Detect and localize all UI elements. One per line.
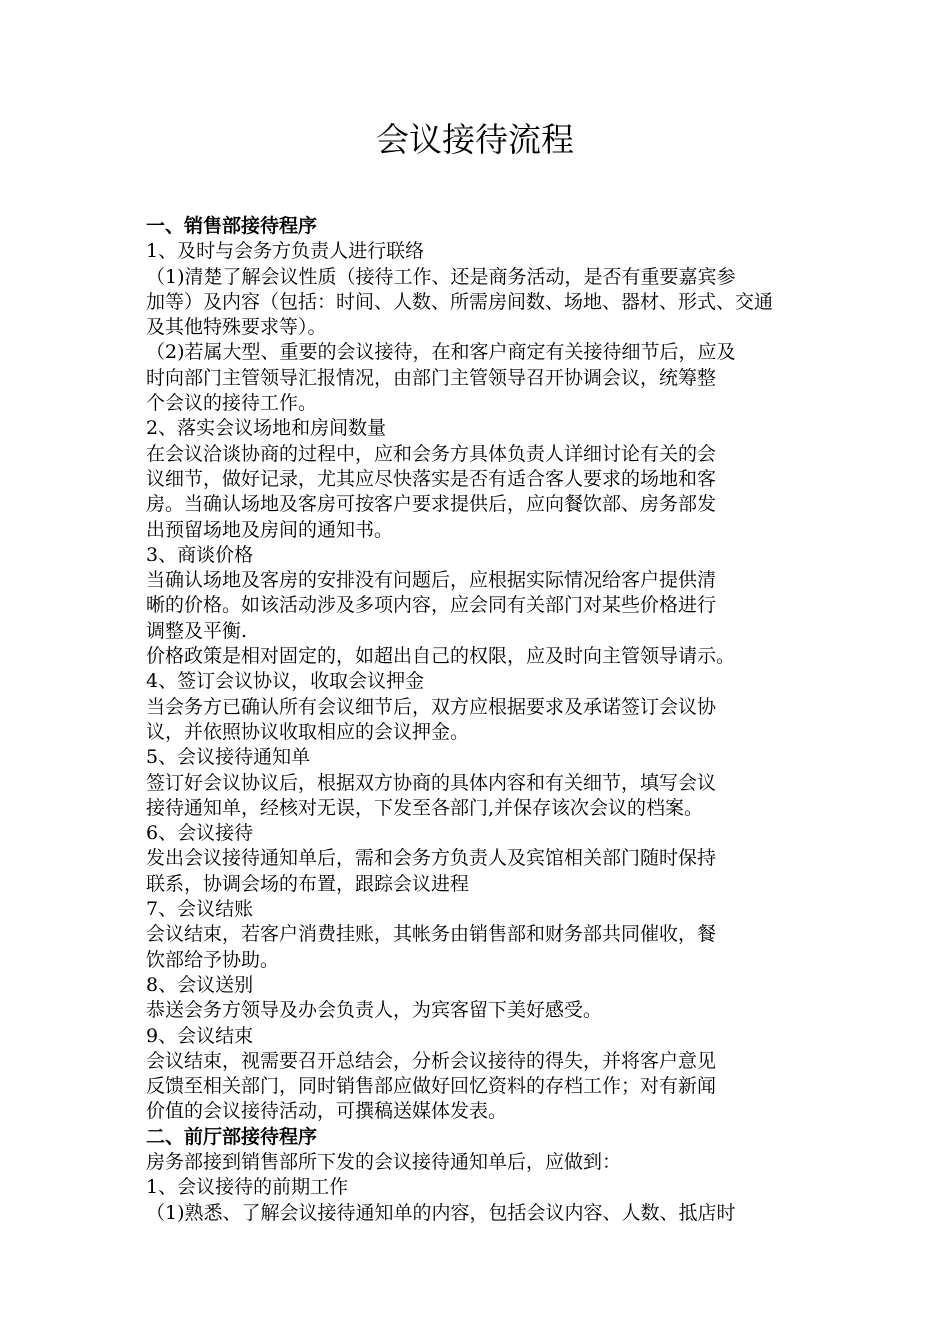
body-text-line: 恭送会务方领导及办会负责人，为宾客留下美好感受。 bbox=[146, 999, 603, 1022]
body-text-line: 1、及时与会务方负责人进行联络 bbox=[146, 240, 425, 263]
body-text-line: 晰的价格。如该活动涉及多项内容，应会同有关部门对某些价格进行 bbox=[146, 594, 717, 617]
body-text-line: 8、会议送别 bbox=[146, 973, 254, 996]
document-body bbox=[146, 214, 822, 1226]
body-text-line: 联系，协调会场的布置，跟踪会议进程 bbox=[146, 872, 470, 895]
body-text-line: （1)清楚了解会议性质（接待工作、还是商务活动，是否有重要嘉宾参 bbox=[146, 265, 736, 288]
body-text-line: 房务部接到销售部所下发的会议接待通知单后，应做到： bbox=[146, 1150, 622, 1173]
body-text-line: 调整及平衡. bbox=[146, 619, 248, 642]
body-text-line: 议细节，做好记录，尤其应尽快落实是否有适合客人要求的场地和客 bbox=[146, 467, 717, 490]
body-text-line: 反馈至相关部门，同时销售部应做好回忆资料的存档工作；对有新闻 bbox=[146, 1075, 717, 1098]
body-text-line: 发出会议接待通知单后，需和会务方负责人及宾馆相关部门随时保持 bbox=[146, 847, 717, 870]
section-heading: 一、销售部接待程序 bbox=[146, 215, 318, 237]
body-text-line: 及其他特殊要求等）。 bbox=[146, 316, 327, 339]
body-text-line: 9、会议结束 bbox=[146, 1024, 254, 1047]
body-text-line: 价格政策是相对固定的，如超出自己的权限，应及时向主管领导请示。 bbox=[146, 645, 736, 668]
body-text-line: 会议结束，视需要召开总结会，分析会议接待的得失，并将客户意见 bbox=[146, 1049, 717, 1072]
body-text-line: 1、会议接待的前期工作 bbox=[146, 1176, 349, 1199]
document-title: 会议接待流程 bbox=[376, 120, 574, 159]
body-text-line: 4、签订会议协议，收取会议押金 bbox=[146, 670, 425, 693]
body-text-line: 议，并依照协议收取相应的会议押金。 bbox=[146, 720, 470, 743]
body-text-line: 饮部给予协助。 bbox=[146, 948, 280, 971]
body-text-line: 3、商谈价格 bbox=[146, 543, 254, 566]
body-text-line: （1)熟悉、了解会议接待通知单的内容，包括会议内容、人数、抵店时 bbox=[146, 1201, 736, 1224]
body-text-line: 出预留场地及房间的通知书。 bbox=[146, 518, 394, 541]
body-text-line: 房。当确认场地及客房可按客户要求提供后，应向餐饮部、房务部发 bbox=[146, 493, 717, 516]
body-text-line: 2、落实会议场地和房间数量 bbox=[146, 417, 387, 440]
body-text-line: 价值的会议接待活动，可撰稿送媒体发表。 bbox=[146, 1100, 508, 1123]
body-text-line: 在会议洽谈协商的过程中，应和会务方具体负责人详细讨论有关的会 bbox=[146, 442, 717, 465]
body-text-line: （2)若属大型、重要的会议接待，在和客户商定有关接待细节后，应及 bbox=[146, 341, 736, 364]
body-text-line: 7、会议结账 bbox=[146, 898, 254, 921]
body-text-line: 5、会议接待通知单 bbox=[146, 746, 311, 769]
body-text-line: 加等）及内容（包括：时间、人数、所需房间数、场地、器材、形式、交通 bbox=[146, 290, 774, 313]
body-text-line: 时向部门主管领导汇报情况，由部门主管领导召开协调会议，统筹整 bbox=[146, 366, 717, 389]
section-heading: 二、前厅部接待程序 bbox=[146, 1125, 318, 1148]
body-text-line: 接待通知单，经核对无误，下发至各部门,并保存该次会议的档案。 bbox=[146, 796, 704, 819]
body-text-line: 当确认场地及客房的安排没有问题后，应根据实际情况给客户提供清 bbox=[146, 569, 717, 592]
body-text-line: 会议结束，若客户消费挂账，其帐务由销售部和财务部共同催收，餐 bbox=[146, 923, 717, 946]
body-text-line: 6、会议接待 bbox=[146, 822, 254, 845]
body-text-line: 签订好会议协议后，根据双方协商的具体内容和有关细节，填写会议 bbox=[146, 771, 717, 794]
body-text-line: 个会议的接待工作。 bbox=[146, 392, 318, 415]
body-text-line: 当会务方已确认所有会议细节后，双方应根据要求及承诺签订会议协 bbox=[146, 695, 717, 718]
